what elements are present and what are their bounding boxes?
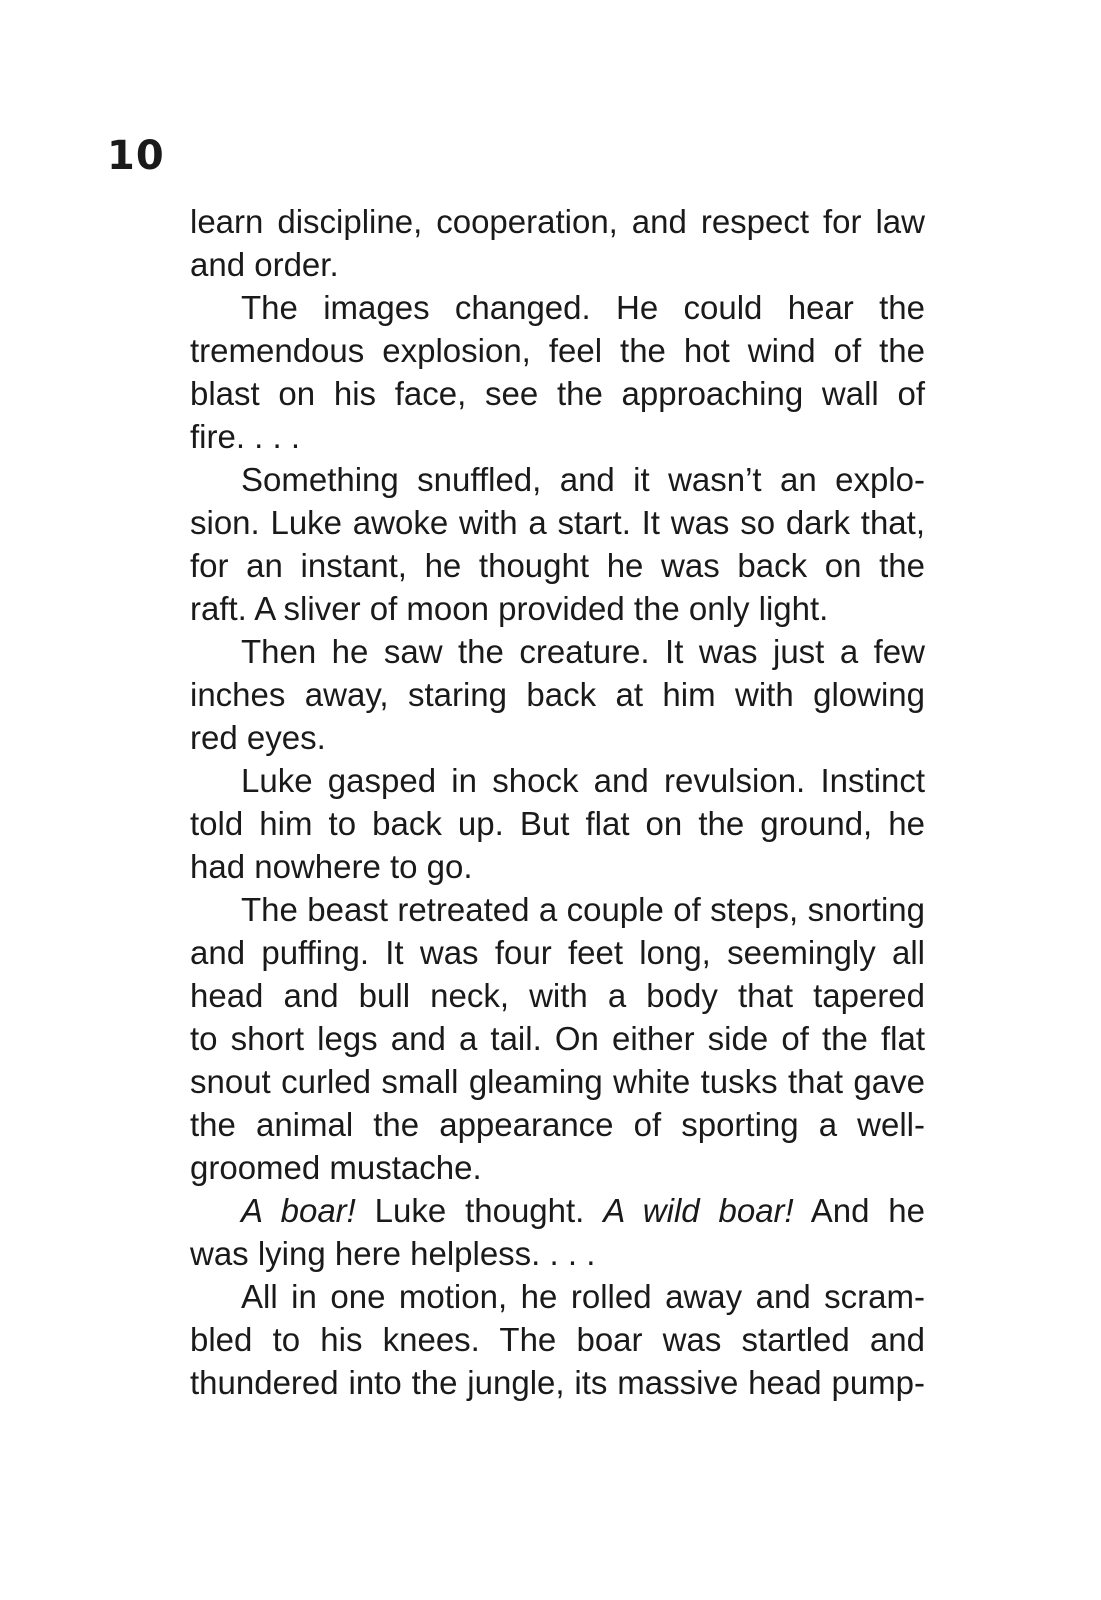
text-line bbox=[190, 845, 925, 888]
text-segment: to short legs and a tail. On either side of the flat bbox=[190, 1020, 925, 1057]
text-line bbox=[190, 1103, 925, 1146]
text-line bbox=[190, 630, 925, 673]
text-segment: snout curled small gleaming white tusks that gave bbox=[190, 1063, 925, 1100]
text-segment: blast on his face, see the approaching wall of bbox=[190, 375, 925, 412]
text-line bbox=[190, 372, 925, 415]
text-segment: raft. A sliver of moon provided the only light. bbox=[190, 590, 829, 627]
text-segment: head and bull neck, with a body that tapered bbox=[190, 977, 925, 1014]
text-segment: Luke gasped in shock and revulsion. Instinct bbox=[241, 762, 925, 799]
text-line bbox=[190, 1189, 925, 1232]
text-segment: The beast retreated a couple of steps, snorting bbox=[241, 891, 925, 928]
text-line bbox=[190, 329, 925, 372]
text-segment: fire. . . . bbox=[190, 418, 301, 455]
text-line bbox=[190, 458, 925, 501]
text-line bbox=[190, 1275, 925, 1318]
text-segment: All in one motion, he rolled away and scram- bbox=[241, 1278, 925, 1315]
text-segment: and puffing. It was four feet long, seemingly all bbox=[190, 934, 925, 971]
body-text bbox=[190, 200, 925, 1404]
text-line bbox=[190, 243, 925, 286]
text-segment: had nowhere to go. bbox=[190, 848, 473, 885]
text-line bbox=[190, 759, 925, 802]
text-line bbox=[190, 1318, 925, 1361]
text-line bbox=[190, 802, 925, 845]
text-line bbox=[190, 286, 925, 329]
text-line bbox=[190, 716, 925, 759]
text-line bbox=[190, 501, 925, 544]
text-segment: the animal the appearance of sporting a well- bbox=[190, 1106, 925, 1143]
text-segment: inches away, staring back at him with glowing bbox=[190, 676, 925, 713]
text-segment: Something snuffled, and it wasn’t an explo- bbox=[241, 461, 925, 498]
text-segment: tremendous explosion, feel the hot wind of the bbox=[190, 332, 925, 369]
text-line bbox=[190, 1146, 925, 1189]
text-segment: The images changed. He could hear the bbox=[241, 289, 925, 326]
text-segment: thundered into the jungle, its massive head pump- bbox=[190, 1364, 925, 1401]
text-line bbox=[190, 888, 925, 931]
text-line bbox=[190, 1017, 925, 1060]
italic-text: A boar! bbox=[241, 1192, 356, 1229]
text-segment: Then he saw the creature. It was just a few bbox=[241, 633, 925, 670]
text-segment: was lying here helpless. . . . bbox=[190, 1235, 596, 1272]
text-segment: told him to back up. But flat on the ground, he bbox=[190, 805, 925, 842]
text-segment: for an instant, he thought he was back on the bbox=[190, 547, 925, 584]
text-line bbox=[190, 415, 925, 458]
text-segment: And he bbox=[793, 1192, 925, 1229]
text-segment: sion. Luke awoke with a start. It was so dark that, bbox=[190, 504, 925, 541]
text-line bbox=[190, 1361, 925, 1404]
text-line bbox=[190, 673, 925, 716]
page-number: 10 bbox=[107, 133, 165, 179]
text-line bbox=[190, 931, 925, 974]
text-line bbox=[190, 587, 925, 630]
text-segment: bled to his knees. The boar was startled and bbox=[190, 1321, 925, 1358]
text-segment: Luke thought. bbox=[355, 1192, 604, 1229]
italic-text: A wild boar! bbox=[603, 1192, 794, 1229]
text-line bbox=[190, 200, 925, 243]
text-segment: and order. bbox=[190, 246, 339, 283]
text-segment: learn discipline, cooperation, and respect for law bbox=[190, 203, 925, 240]
text-segment: groomed mustache. bbox=[190, 1149, 482, 1186]
text-line bbox=[190, 1232, 925, 1275]
text-line bbox=[190, 974, 925, 1017]
text-segment: red eyes. bbox=[190, 719, 326, 756]
text-line bbox=[190, 544, 925, 587]
text-line bbox=[190, 1060, 925, 1103]
